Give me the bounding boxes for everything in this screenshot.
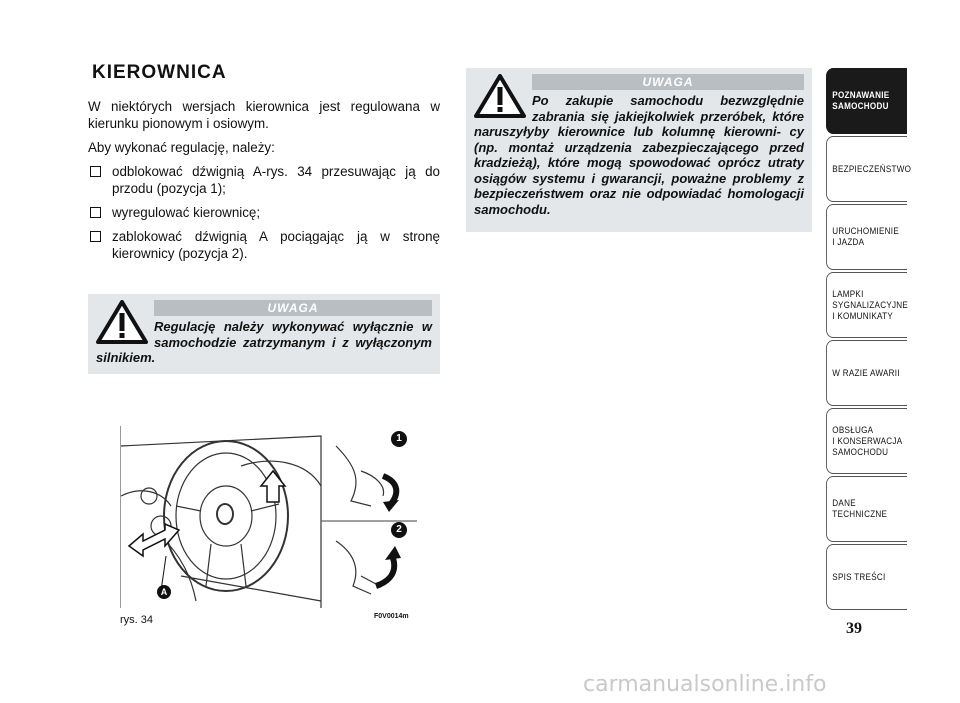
steering-wheel-illustration: [121, 426, 417, 608]
intro-paragraph: W niektórych wersjach kierownica jest regulowana w kierunku pionowym i osiowym.: [88, 99, 440, 131]
warning-label: UWAGA: [532, 74, 804, 90]
left-column: [88, 62, 440, 269]
warning-triangle-icon: [96, 300, 148, 344]
tab-bezpieczenstwo[interactable]: BEZPIECZEŃSTWO: [826, 136, 907, 202]
warning-box-right: [466, 68, 812, 232]
checkbox-bullet-icon: [90, 231, 101, 242]
steps-list: [88, 163, 440, 262]
warning-text: Po zakupie samochodu bezwzględnie zabrania się jakiejkolwiek przeróbek, które naruszyłyby kierownice lub kolumnę kierowni- cy (np. montaż urządzenia zabezpieczającego przed kradzieżą), które mogą spowodować oprócz utraty osiągów systemu i gwarancji, poważne problemy z bezpieczeństwem oraz nie odpowiadać homologacji samochodu.: [474, 93, 804, 217]
watermark-text: carmanualsonline.info: [583, 672, 827, 697]
steering-wheel-figure: [120, 426, 417, 608]
step-item: zablokować dźwignią A pociągając ją w stronę kierownicy (pozycja 2).: [88, 228, 440, 262]
position-1-marker: 1: [391, 431, 407, 447]
tab-obsluga-i-konserwacja[interactable]: OBSŁUGA I KONSERWACJA SAMOCHODU: [826, 408, 907, 474]
page-number: 39: [846, 620, 862, 637]
position-2-marker: 2: [391, 522, 407, 538]
tab-poznawanie-samochodu[interactable]: POZNAWANIE SAMOCHODU: [826, 68, 907, 134]
step-item: odblokować dźwignią A-rys. 34 przesuwając ją do przodu (pozycja 1);: [88, 163, 440, 197]
warning-text: Regulację należy wykonywać wyłącznie w samochodzie zatrzymanym i z wyłączonym silnikiem.: [96, 319, 432, 365]
tab-lampki-sygnalizacyjne[interactable]: LAMPKI SYGNALIZACYJNE I KOMUNIKATY: [826, 272, 907, 338]
lead-paragraph: Aby wykonać regulację, należy:: [88, 140, 275, 155]
warning-triangle-icon: [474, 74, 526, 118]
section-title: KIEROWNICA: [92, 62, 227, 83]
tab-w-razie-awarii[interactable]: W RAZIE AWARII: [826, 340, 907, 406]
checkbox-bullet-icon: [90, 207, 101, 218]
warning-box-left: [88, 294, 440, 374]
warning-label: UWAGA: [154, 300, 432, 316]
tab-spis-tresci[interactable]: SPIS TREŚCI: [826, 544, 907, 610]
step-item: wyregulować kierownicę;: [88, 204, 440, 221]
tab-uruchomienie-i-jazda[interactable]: URUCHOMIENIE I JAZDA: [826, 204, 907, 270]
tab-dane-techniczne[interactable]: DANE TECHNICZNE: [826, 476, 907, 542]
checkbox-bullet-icon: [90, 166, 101, 177]
chapter-tabs: [826, 68, 916, 612]
lever-a-marker: A: [157, 585, 171, 599]
figure-code: F0V0014m: [374, 613, 409, 620]
figure-caption: rys. 34: [120, 614, 154, 626]
